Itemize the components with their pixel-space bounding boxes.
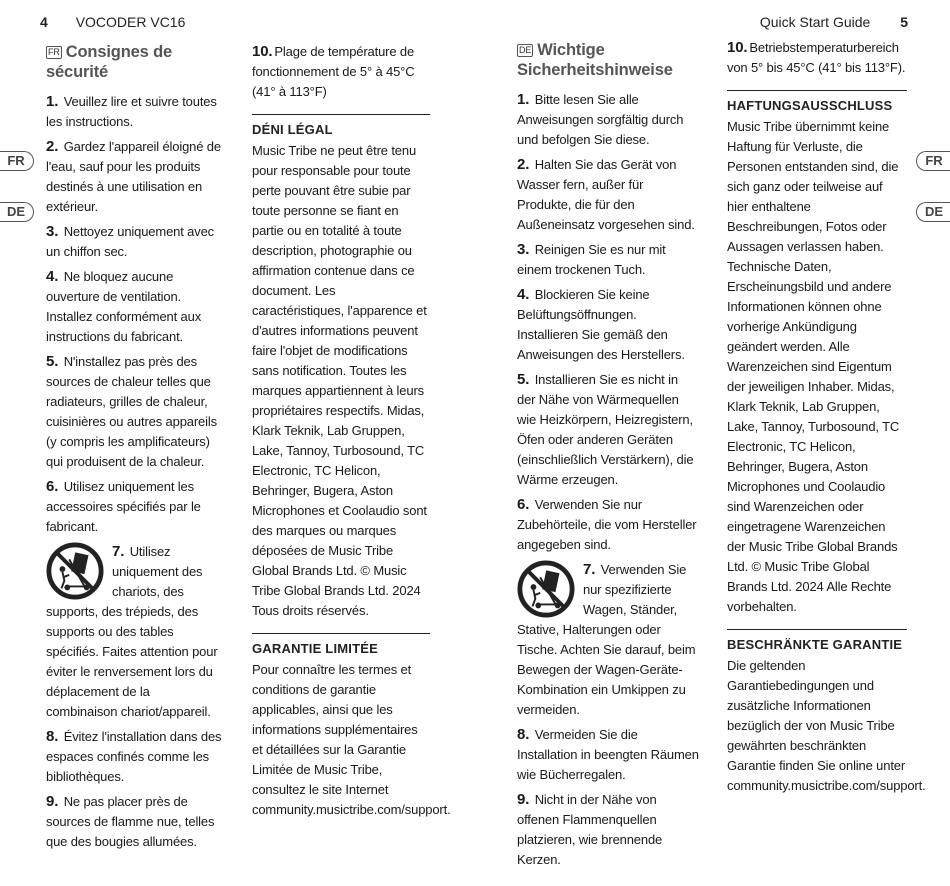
- right-page-header: [760, 14, 908, 30]
- fr-title-text: Consignes de sécurité: [46, 43, 173, 81]
- side-tab-de-left: DE: [0, 202, 34, 222]
- cart-tipover-warning-icon: [46, 542, 104, 600]
- de-legal-title: HAFTUNGSAUSSCHLUSS: [727, 98, 893, 113]
- de-legal-text: Music Tribe übernimmt keine Haftung für Verluste, die Personen entstanden sind, die sich ganz oder teilweise auf hier enthaltene Beschreibungen, Fotos oder Aussagen verlassen haben. Technische Daten, Erscheinungsbild und andere Informationen können ohne vorherige Ankündigung geändert werden. Alle Warenzeichen sind Eigentum der jeweiligen Inhaber. Midas, Klark Teknik, Lab Gruppen, Lake, Tannoy, Turbosound, TC Electronic, TC Helicon, Behringer, Bugera, Aston Microphones und Coolaudio sind Warenzeichen oder eingetragene Warenzeichen der Music Tribe Global Brands Ltd. © Music Tribe Global Brands Ltd. 2024 Alle Rechte vorbehalten.: [727, 119, 900, 614]
- fr-item-10: 10. Plage de température de fonctionnement de 5° à 45°C (41° à 113°F): [252, 43, 415, 99]
- fr-legal-divider: [252, 114, 430, 115]
- de-legal-divider: [727, 90, 907, 91]
- de-item-3: 3. Reinigen Sie es nur mit einem trockenen Tuch.: [517, 241, 666, 277]
- de-warranty-divider: [727, 629, 907, 630]
- left-header-title: VOCODER VC16: [75, 14, 186, 30]
- right-page-number: 5: [900, 14, 908, 30]
- fr-warranty-divider: [252, 633, 430, 634]
- fr-legal-text: Music Tribe ne peut être tenu pour responsable pour toute perte pouvant être subie par toute personne se fiant en partie ou en totalité à toute description, photographie ou affirmation contenue dans ce document. Les caractéristiques, l'apparence et d'autres informations peuvent faire l'objet de modifications sans notification. Toutes les marques appartiennent à leurs propriétaires respectifs. Midas, Klark Teknik, Lab Gruppen, Lake, Tannoy, Turbosound, TC Electronic, TC Helicon, Behringer, Bugera, Aston Microphones et Coolaudio sont des marques ou marques déposées de Music Tribe Global Brands Ltd. © Music Tribe Global Brands Ltd. 2024 Tous droits réservés.: [252, 143, 427, 618]
- de-item-4: 4. Blockieren Sie keine Belüftungsöffnungen. Installieren Sie gemäß den Anweisungen des Herstellers.: [517, 286, 685, 362]
- fr-item-2: 2. Gardez l'appareil éloigné de l'eau, sauf pour les produits destinés à une utilisation en extérieur.: [46, 138, 221, 214]
- fr-safety-column: [46, 42, 222, 857]
- left-page-number: 4: [40, 14, 48, 30]
- de-item-10: 10. Betriebstemperaturbereich von 5° bis 45°C (41° bis 113°F).: [727, 39, 906, 75]
- cart-tipover-warning-icon: [517, 560, 575, 618]
- fr-warranty-text: Pour connaître les termes et conditions de garantie applicables, ainsi que les informations supplémentaires et détaillées sur la Garantie Limitée de Music Tribe, consultez le site Internet community.musictribe.com/support.: [252, 662, 451, 817]
- de-item-1: 1. Bitte lesen Sie alle Anweisungen sorgfältig durch und befolgen Sie diese.: [517, 91, 684, 147]
- side-tab-fr-right: FR: [916, 151, 950, 171]
- side-tab-de-right: DE: [916, 202, 950, 222]
- de-item-2: 2. Halten Sie das Gerät von Wasser fern, außer für Produkte, die für den Außeneinsatz vorgesehen sind.: [517, 156, 695, 232]
- de-warranty-title: BESCHRÄNKTE GARANTIE: [727, 637, 903, 652]
- de-safety-column: [517, 40, 699, 875]
- fr-item-4: 4. Ne bloquez aucune ouverture de ventilation. Installez conformément aux instructions du fabricant.: [46, 268, 202, 344]
- fr-legal-title: DÉNI LÉGAL: [252, 122, 333, 137]
- de-item-9: 9. Nicht in der Nähe von offenen Flammenquellen platzieren, wie brennende Kerzen.: [517, 791, 663, 867]
- de-warranty-text: Die geltenden Garantiebedingungen und zusätzliche Informationen bezüglich der von Music Tribe gewährten beschränkten Garantie finden Sie online unter community.musictribe.com/support.: [727, 658, 926, 793]
- fr-safety-title: [46, 42, 222, 82]
- fr-legal-column: [252, 42, 451, 825]
- right-header-title: Quick Start Guide: [759, 14, 871, 30]
- fr-item-3: 3. Nettoyez uniquement avec un chiffon sec.: [46, 223, 215, 259]
- de-legal-column: [727, 38, 926, 801]
- fr-language-badge: FR: [48, 47, 60, 57]
- left-page-header: [40, 14, 185, 30]
- fr-item-8: 8. Évitez l'installation dans des espaces confinés comme les bibliothèques.: [46, 728, 222, 784]
- fr-item-9: 9. Ne pas placer près de sources de flamme nue, telles que des bougies allumées.: [46, 793, 215, 849]
- de-item-5: 5. Installieren Sie es nicht in der Nähe von Wärmequellen wie Heizkörpern, Heizregistern, Öfen oder anderen Geräten (einschließlich Verstärkern), die Wärme erzeugen.: [517, 371, 694, 487]
- side-tab-fr-left: FR: [0, 151, 34, 171]
- de-title-text: Wichtige Sicherheitshinweise: [517, 41, 673, 79]
- de-item-8: 8. Vermeiden Sie die Installation in beengten Räumen wie Bücherregalen.: [517, 726, 699, 782]
- de-item-6: 6. Verwenden Sie nur Zubehörteile, die vom Hersteller angegeben sind.: [517, 496, 697, 552]
- fr-item-7: 7. Utilisez uniquement des chariots, des supports, des trépieds, des supports ou des tables spécifiés. Faites attention pour éviter le renversement lors du déplacement de la combinaison chariot/appareil.: [46, 543, 218, 719]
- fr-warranty-title: GARANTIE LIMITÉE: [252, 641, 378, 656]
- de-item-7: 7. Verwenden Sie nur spezifizierte Wagen, Ständer, Stative, Halterungen oder Tische. Achten Sie darauf, beim Bewegen der Wagen-Geräte-Kombination ein Umkippen zu vermeiden.: [517, 561, 696, 717]
- fr-item-5: 5. N'installez pas près des sources de chaleur telles que radiateurs, grilles de chaleur, cuisinières ou autres appareils (y compris les amplificateurs) qui produisent de la chaleur.: [46, 353, 217, 469]
- fr-item-1: 1. Veuillez lire et suivre toutes les instructions.: [46, 93, 217, 129]
- de-safety-title: [517, 40, 699, 80]
- de-language-badge: DE: [519, 45, 532, 55]
- fr-item-6: 6. Utilisez uniquement les accessoires spécifiés par le fabricant.: [46, 478, 201, 534]
